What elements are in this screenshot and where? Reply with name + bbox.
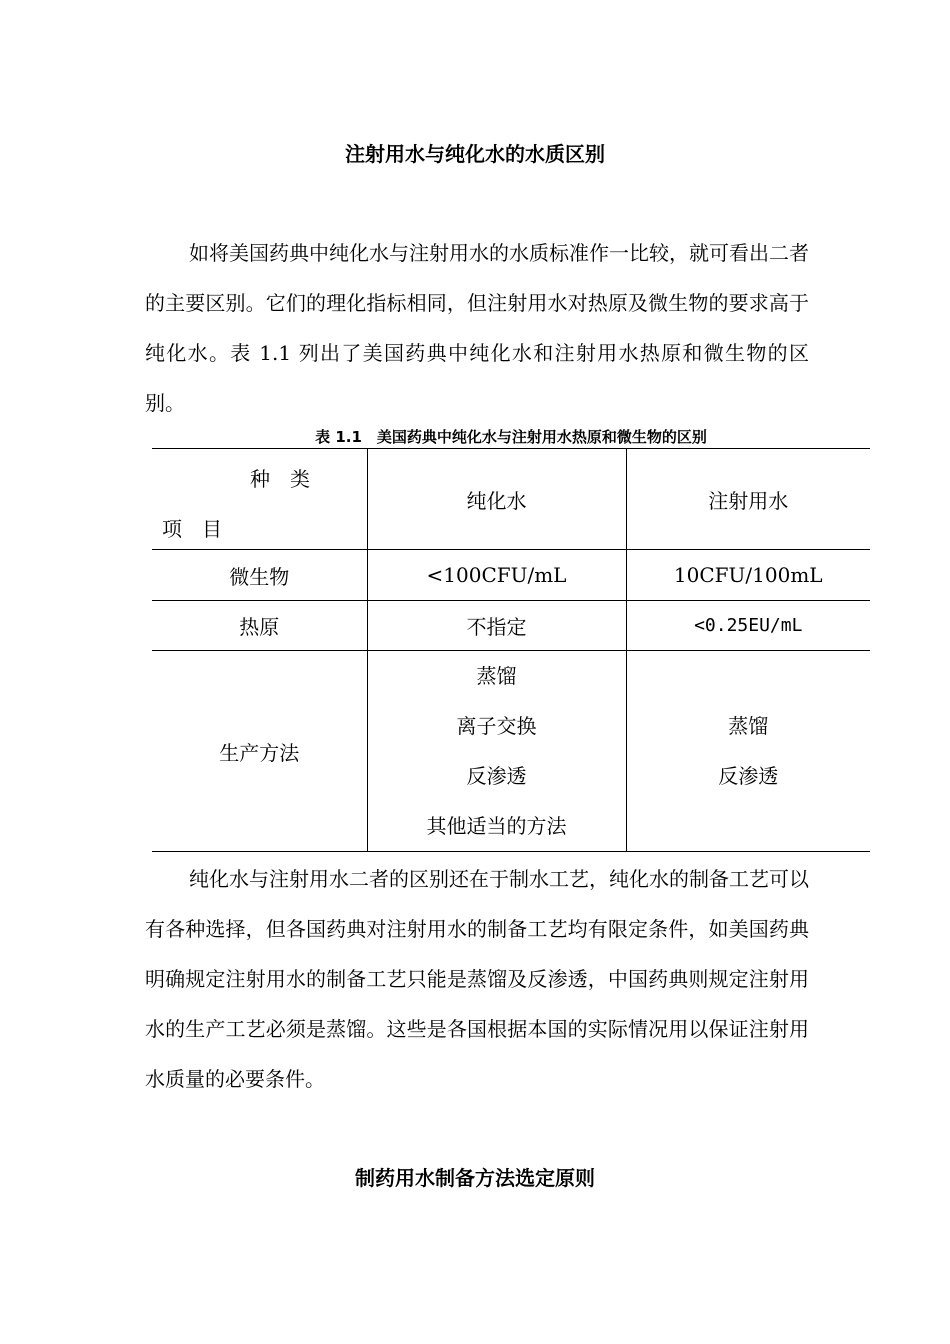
- table-row: [152, 550, 870, 601]
- cell-injection-methods: [626, 651, 870, 852]
- paragraph-process-text: 纯化水与注射用水二者的区别还在于制水工艺，纯化水的制备工艺可以有各种选择，但各国药典对注射用水的制备工艺均有限定条件，如美国药典明确规定注射用水的制备工艺只能是蒸馏及反渗透，中国药典则规定注射用水的生产工艺必须是蒸馏。这些是各国根据本国的实际情况用以保证注射用水质量的必要条件。: [145, 867, 809, 1091]
- table-caption: 表 1.1 美国药典中纯化水与注射用水热原和微生物的区别: [315, 428, 707, 446]
- method-item: 蒸馏: [476, 664, 517, 688]
- document-title: 注射用水与纯化水的水质区别: [345, 142, 605, 166]
- header-kind-label: 种 类: [250, 467, 310, 491]
- row-label: 热原: [152, 601, 367, 651]
- method-item: 反渗透: [718, 764, 779, 788]
- diagonal-header-cell: [152, 449, 367, 550]
- cell-purified: <100CFU/mL: [367, 550, 626, 601]
- cell-injection: 10CFU/100mL: [626, 550, 870, 601]
- paragraph-intro-text: 如将美国药典中纯化水与注射用水的水质标准作一比较，就可看出二者的主要区别。它们的理化指标相同，但注射用水对热原及微生物的要求高于纯化水。表 1.1 列出了美国药典中纯化水和注射用水热原和微生物的区别。: [145, 241, 809, 415]
- cell-purified: 不指定: [367, 601, 626, 651]
- row-label: 微生物: [152, 550, 367, 601]
- paragraph-intro: [145, 228, 809, 428]
- method-item: 蒸馏: [728, 714, 769, 738]
- row-label: 生产方法: [152, 651, 367, 852]
- method-item: 离子交换: [456, 714, 537, 738]
- header-item-label: 项 目: [162, 517, 222, 541]
- method-item: 其他适当的方法: [426, 814, 567, 838]
- header-water-for-injection: 注射用水: [626, 449, 870, 550]
- paragraph-process: [145, 854, 809, 1104]
- section-title: 制药用水制备方法选定原则: [355, 1166, 595, 1190]
- method-item: 反渗透: [466, 764, 527, 788]
- table-row: [152, 651, 870, 852]
- header-purified-water: 纯化水: [367, 449, 626, 550]
- cell-injection: <0.25EU/mL: [626, 601, 870, 651]
- cell-purified-methods: [367, 651, 626, 852]
- table-header-row: [152, 449, 870, 550]
- comparison-table: [152, 448, 870, 852]
- table-row: [152, 601, 870, 651]
